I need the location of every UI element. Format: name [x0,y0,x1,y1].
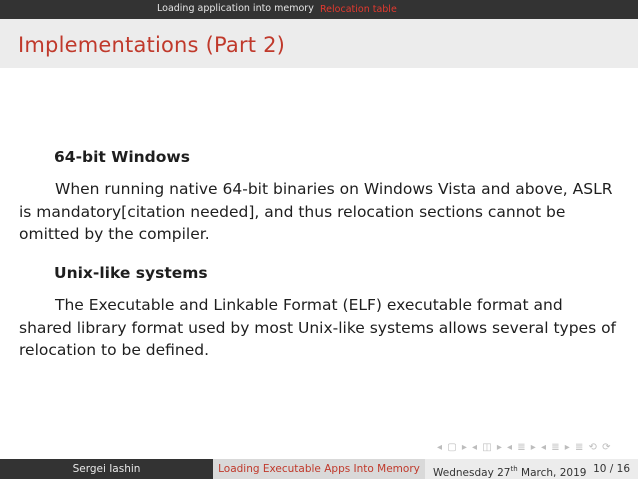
slide-title-bar [0,19,638,68]
footer [0,459,638,479]
date-prefix: Wednesday 27 [433,467,511,479]
slide-title: Implementations (Part 2) [18,33,286,57]
date-suffix: March, 2019 [517,467,587,479]
paragraph-unix: The Executable and Linkable Format (ELF) executable format and shared library format used by most Unix-like systems allows several types of relocation to be defined. [19,296,617,359]
nav-section-link[interactable]: Loading application into memory [157,3,314,14]
footer-date [433,459,586,483]
footer-date-page [425,459,638,479]
paragraph-windows: When running native 64-bit binaries on Windows Vista and above, ASLR is mandatory[citation needed], and thus relocation sections cannot be omitted by the compiler. [19,180,613,243]
footer-short-title: Loading Executable Apps Into Memory [213,459,425,479]
date-superscript: th [510,465,518,473]
beamer-navigation-symbols[interactable]: ◂ ▢ ▸ ◂ ◫ ▸ ◂ ≣ ▸ ◂ ≣ ▸ ≣ ⟲ ⟳ [437,442,612,453]
page-number: 10 / 16 [593,463,630,475]
top-navigation-bar [0,0,638,19]
heading-unix-like: Unix-like systems [54,264,208,282]
footer-author: Sergei Iashin [0,459,213,479]
heading-64bit-windows: 64-bit Windows [54,148,190,166]
nav-subsection-link[interactable]: Relocation table [320,4,397,15]
